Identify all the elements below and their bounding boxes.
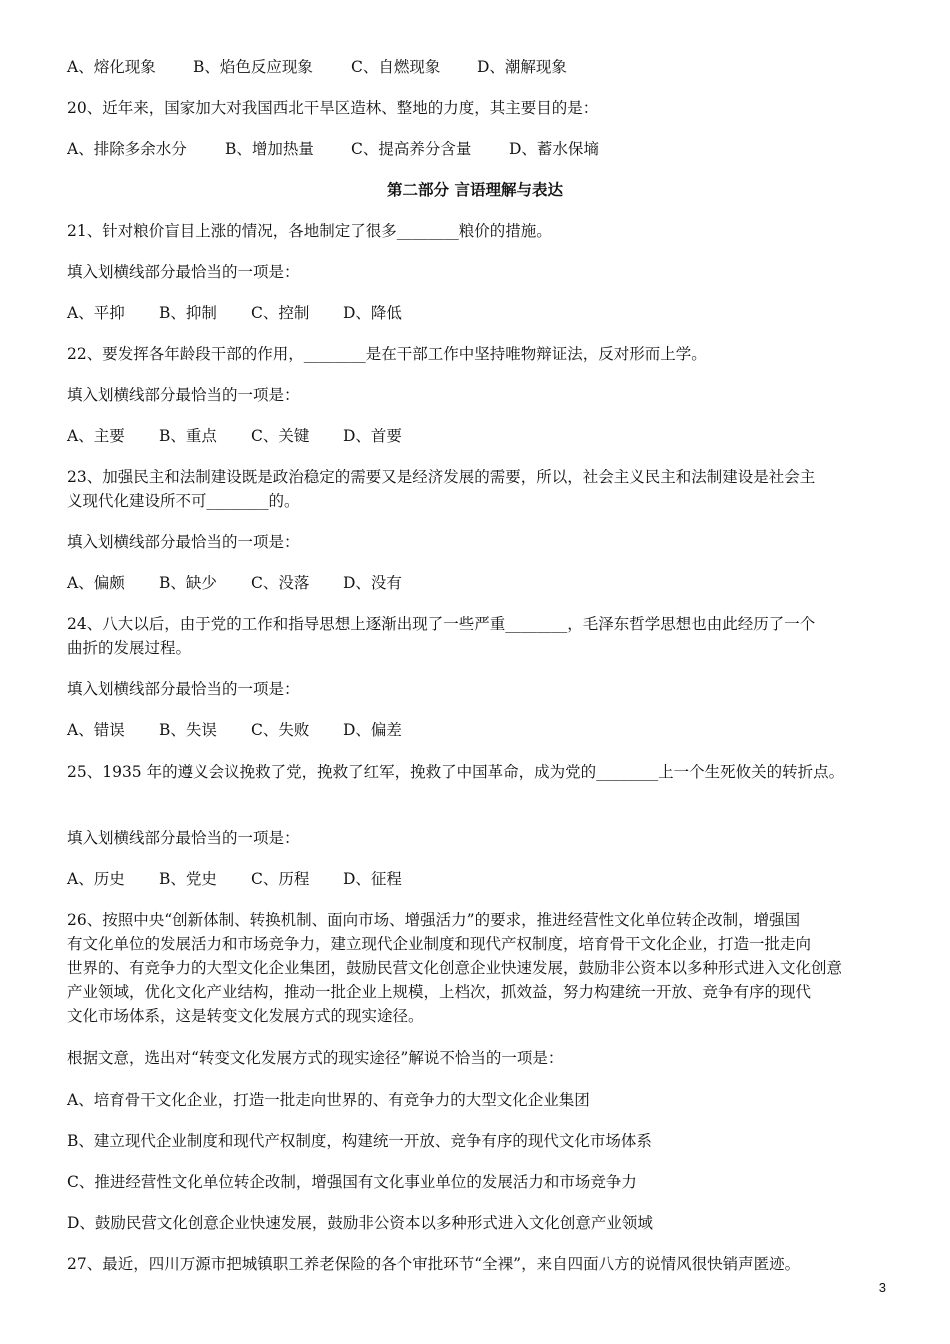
q25-prompt: 填入划横线部分最恰当的一项是： bbox=[67, 829, 300, 847]
q23-option-d: D、没有 bbox=[343, 574, 402, 592]
q23-option-b: B、缺少 bbox=[159, 574, 217, 592]
q24-option-b: B、失误 bbox=[159, 721, 217, 739]
q20-option-d: D、蓄水保墒 bbox=[509, 140, 599, 158]
q20-text: 20、近年来，国家加大对我国西北干旱区造林、整地的力度，其主要目的是： bbox=[67, 99, 599, 117]
q23-option-a: A、偏颇 bbox=[67, 574, 125, 592]
q25-option-c: C、历程 bbox=[251, 870, 310, 888]
q19-option-a: A、熔化现象 bbox=[67, 58, 156, 76]
q19-option-d: D、潮解现象 bbox=[477, 58, 567, 76]
q19-option-b: B、焰色反应现象 bbox=[193, 58, 313, 76]
q24-text-line-2: 曲折的发展过程。 bbox=[67, 639, 192, 657]
q24-text-line-1: 24、八大以后，由于党的工作和指导思想上逐渐出现了一些严重________，毛泽东哲学思想也由此经历了一个 bbox=[67, 615, 816, 633]
q24-options bbox=[67, 718, 402, 742]
q27-text: 27、最近，四川万源市把城镇职工养老保险的各个审批环节“全裸”，来自四面八方的说情风很快销声匿迹。 bbox=[67, 1255, 801, 1273]
q26-text-line-3: 世界的、有竞争力的大型文化企业集团，鼓励民营文化创意企业快速发展，鼓励非公资本以多种形式进入文化创意 bbox=[67, 959, 843, 977]
q22-option-d: D、首要 bbox=[343, 427, 402, 445]
q21-option-a: A、平抑 bbox=[67, 304, 125, 322]
q21-option-b: B、抑制 bbox=[159, 304, 217, 322]
q26-text-line-1: 26、按照中央“创新体制、转换机制、面向市场、增强活力”的要求，推进经营性文化单位转企改制，增强国 bbox=[67, 911, 801, 929]
q25-option-b: B、党史 bbox=[159, 870, 217, 888]
q26-prompt: 根据文意，选出对“转变文化发展方式的现实途径”解说不恰当的一项是： bbox=[67, 1049, 564, 1067]
q19-option-c: C、自燃现象 bbox=[351, 58, 441, 76]
q21-option-d: D、降低 bbox=[343, 304, 402, 322]
q22-options bbox=[67, 424, 402, 448]
q25-text: 25、1935 年的遵义会议挽救了党，挽救了红军，挽救了中国革命，成为党的________上一个生死攸关的转折点。 bbox=[67, 763, 845, 781]
section-title: 第二部分 言语理解与表达 bbox=[387, 180, 563, 199]
q21-options bbox=[67, 301, 402, 325]
q24-option-c: C、失败 bbox=[251, 721, 310, 739]
q23-option-c: C、没落 bbox=[251, 574, 310, 592]
q21-prompt: 填入划横线部分最恰当的一项是： bbox=[67, 263, 300, 281]
q21-text: 21、针对粮价盲目上涨的情况，各地制定了很多________粮价的措施。 bbox=[67, 222, 552, 240]
q24-option-d: D、偏差 bbox=[343, 721, 402, 739]
q22-option-b: B、重点 bbox=[159, 427, 217, 445]
q26-text-line-5: 文化市场体系，这是转变文化发展方式的现实途径。 bbox=[67, 1007, 424, 1025]
q26-option-a: A、培育骨干文化企业，打造一批走向世界的、有竞争力的大型文化企业集团 bbox=[67, 1091, 590, 1109]
q20-option-b: B、增加热量 bbox=[225, 140, 314, 158]
q25-options bbox=[67, 867, 402, 891]
q23-prompt: 填入划横线部分最恰当的一项是： bbox=[67, 533, 300, 551]
q19-options bbox=[67, 55, 567, 79]
q20-options bbox=[67, 137, 599, 161]
q24-option-a: A、错误 bbox=[67, 721, 125, 739]
q24-prompt: 填入划横线部分最恰当的一项是： bbox=[67, 680, 300, 698]
q22-text: 22、要发挥各年龄段干部的作用，________是在干部工作中坚持唯物辩证法，反对形而上学。 bbox=[67, 345, 707, 363]
q22-option-c: C、关键 bbox=[251, 427, 310, 445]
q26-text-line-2: 有文化单位的发展活力和市场竞争力，建立现代企业制度和现代产权制度，培育骨干文化企业，打造一批走向 bbox=[67, 935, 812, 953]
q26-option-b: B、建立现代企业制度和现代产权制度，构建统一开放、竞争有序的现代文化市场体系 bbox=[67, 1132, 652, 1150]
page-number: 3 bbox=[878, 1280, 886, 1295]
q20-option-a: A、排除多余水分 bbox=[67, 140, 187, 158]
q26-option-d: D、鼓励民营文化创意企业快速发展，鼓励非公资本以多种形式进入文化创意产业领域 bbox=[67, 1214, 653, 1232]
q26-option-c: C、推进经营性文化单位转企改制，增强国有文化事业单位的发展活力和市场竞争力 bbox=[67, 1173, 637, 1191]
q25-option-d: D、征程 bbox=[343, 870, 402, 888]
q22-prompt: 填入划横线部分最恰当的一项是： bbox=[67, 386, 300, 404]
q20-option-c: C、提高养分含量 bbox=[351, 140, 472, 158]
q23-options bbox=[67, 571, 402, 595]
q26-text-line-4: 产业领域，优化文化产业结构，推动一批企业上规模，上档次，抓效益，努力构建统一开放、竞争有序的现代 bbox=[67, 983, 812, 1001]
q22-option-a: A、主要 bbox=[67, 427, 125, 445]
q21-option-c: C、控制 bbox=[251, 304, 310, 322]
q25-option-a: A、历史 bbox=[67, 870, 125, 888]
q23-text-line-2: 义现代化建设所不可________的。 bbox=[67, 492, 300, 510]
q23-text-line-1: 23、加强民主和法制建设既是政治稳定的需要又是经济发展的需要，所以，社会主义民主和法制建设是社会主 bbox=[67, 468, 816, 486]
